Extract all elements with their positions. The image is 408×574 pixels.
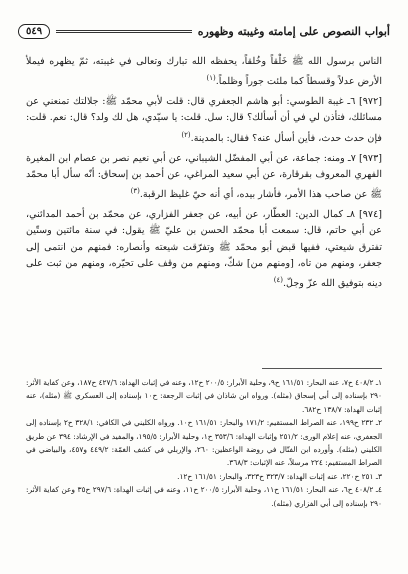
paragraph-1 bbox=[26, 54, 382, 90]
paragraph-2 bbox=[26, 94, 382, 146]
paragraph-text: [٩٧٤] ٨ـ كمال الدين: العطّار، عن أبيه، عن جعفر الفزاري، عن محمّد بن أحمد المدائني، عن أبي حاتم، قال: سمعت أبا محمّد الحسن بن عليّ ﷺ يقول: في سنة مائتين وستّين تفترق شيعتي، ففيها قبض أبو محمّد ﷺ وتفرّقت شيعته وأنصاره: فمنهم من انتمى إلى جعفر، ومنهم من تاه، [ومنهم من] شكّ، ومنهم من وقف على تحيّره، ومنهم من ثبت على دينه بتوفيق الله عزّ وجلّ. bbox=[26, 209, 382, 289]
footnotes bbox=[26, 376, 382, 510]
header-rule bbox=[56, 30, 192, 33]
footnote-1: ١ـ ٤٠٨/٢ ح٧، عنه البحار: ١٦١/٥١ ح٩، وحلية الأبرار: ٢٠٠/٥ ح١٢، وعنه في إثبات الهداة: ٤٢٧/٦ ح١٨٧، وعن كفاية الأثر: ٢٩٠ بإسناده إلى أبي إسحاق (مثله). ورواه ابن شاذان في إثبات الرجعة: ح١٠ بإسناده إلى العسكري ﷺ (مثله)، عنه إثبات الهداة: ١٣٨/٧ ح٦٨٢. bbox=[26, 378, 383, 414]
paragraph-3 bbox=[26, 151, 382, 203]
main-text bbox=[26, 54, 382, 296]
page-number: ٥٤٩ bbox=[18, 24, 50, 39]
footnote-separator bbox=[262, 368, 382, 369]
footnote-marker: (٢) bbox=[181, 130, 191, 139]
footnote-2: ٢ـ ٢٣٢ ح١٩٩، عنه الصراط المستقيم: ١٧١/٢ والبحار: ١٦١/٥١ ح١٠. ورواه الكليني في الكافي: ٣٢٨/١ ح٢ بإسناده إلى الجعفري، عنه إعلام الورى: ٢٥١/٢ وإثبات الهداة: ٣٥٣/٦ ح١، وحلية الأبرار: ١٩٥/٥، والمفيد في الإرشاد: ٣٩٤ عن طريق الكليني (مثله). وأورده ابن الفتّال في روضة الواعظين: ٢٦٠، والإربلي في كشف الغمّة: ٤٤٩/٢ و٤٥٧، والبياضي في الصراط المستقيم: ٢٢٤ مرسلاً، عنه الإثبات: ٣٦٨/٣. bbox=[26, 418, 382, 468]
footnote-marker: (٣) bbox=[130, 187, 140, 196]
footnote-marker: (١) bbox=[206, 74, 216, 83]
paragraph-text: الناس برسول الله ﷺ خَلْقاً وخُلقاً، يحفظه الله تبارك وتعالى في غيبته، ثمّ يظهره فيملأ الأرض عدلاً وقسطاً كما ملئت جوراً وظلماً. bbox=[26, 56, 382, 88]
footnote-marker: (٤) bbox=[273, 275, 283, 284]
paragraph-text: [٩٧٣] ٧ـ ومنه: جماعة، عن أبي المفضّل الشيباني، عن أبي نعيم نصر بن عصام ابن المغيرة الفهري المعروف بقرقارة، عن أبي سعيد المراغي، عن أحمد بن إسحاق: أنّه سأل أبا محمّد ﷺ عن صاحب هذا الأمر، فأشار بيده، أي أنه حيّ غليظ الرقبة. bbox=[26, 152, 382, 201]
footnote-4: ٤ـ ٤٠٨/٢ ح٦، عنه البحار: ١٦١/٥١ ح١١، وحلية الأبرار: ٢٠٠/٥ ح١١، وعنه في إثبات الهداة: ٢٩٧/٦ ح٣٥ وعن كفاية الأثر: ٢٩٠ بإسناده إلى أبي الفزاري (مثله). bbox=[26, 485, 383, 508]
paragraph-4 bbox=[26, 207, 382, 292]
paragraph-text: [٩٧٢] ٦ـ غيبة الطوسي: أبو هاشم الجعفري قال: قلت لأبي محمّد ﷺ: جلالتك تمنعني عن مسائلك، فتأذن لي في أن أسألك؟ قال: سل. قلت: يا سيّدي، هل لك ولد؟ قال: نعم. قلت: فإن حدث حدث، فأين أسأل عنه؟ فقال: بالمدينة. bbox=[26, 96, 382, 144]
page-header bbox=[18, 20, 390, 42]
footnote-3: ٣ـ ٢٥١ ح٢٢٠، عنه إثبات الهداة: ٣٢٣/٧ ح٣٢٣، والبحار: ١٦١/٥١ ح١٢. bbox=[177, 471, 382, 481]
running-title: أبواب النصوص على إمامته وغيبته وظهوره bbox=[197, 24, 390, 38]
